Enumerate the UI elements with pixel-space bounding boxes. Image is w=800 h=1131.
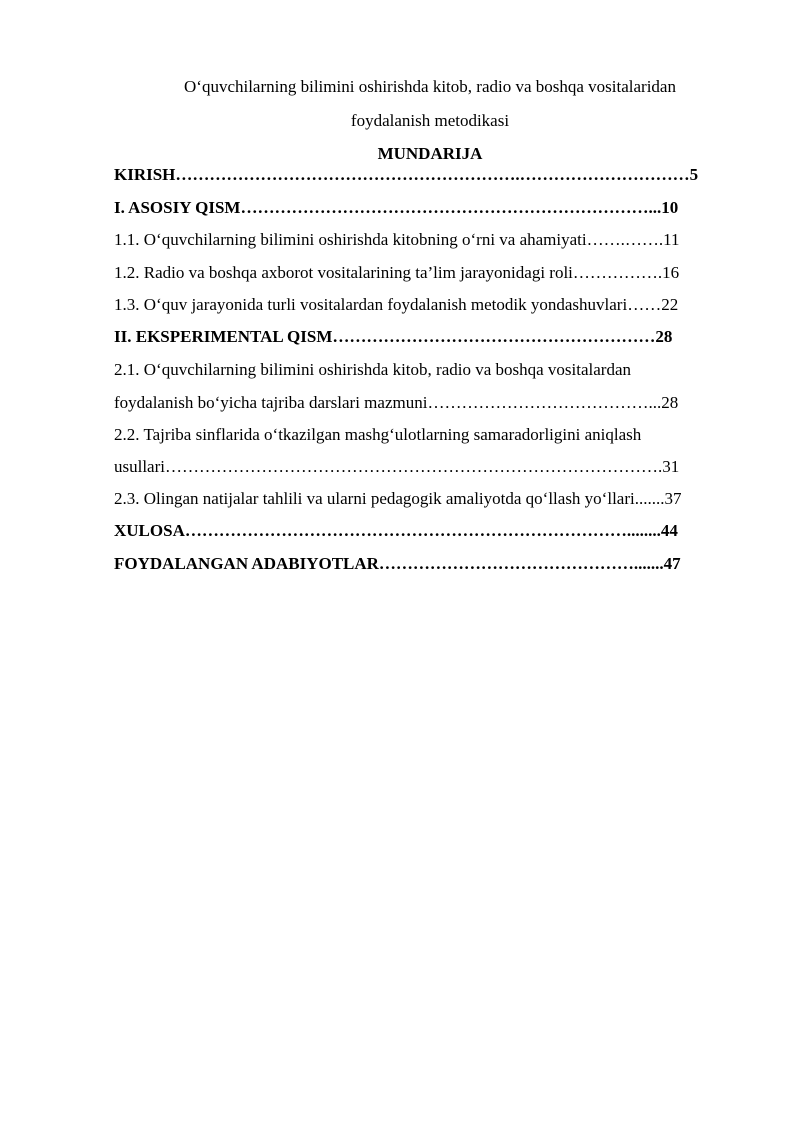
toc-heading: MUNDARIJA [377,144,483,163]
toc-entry-1-1: 1.1. O‘quvchilarning bilimini oshirishda kitobning o‘rni va ahamiyati…….…….11 [114,230,680,249]
document-title-line-2: foydalanish metodikasi [350,111,510,130]
toc-entry-2-3: 2.3. Olingan natijalar tahlili va ularni pedagogik amaliyotda qo‘llash yo‘llari.......37 [114,489,682,508]
toc-entry-xulosa: XULOSA……………………………………………………………………........44 [114,521,678,540]
toc-entry-eksperimental-qism: II. EKSPERIMENTAL QISM…………………………………………………28 [114,327,673,346]
toc-entry-adabiyotlar: FOYDALANGAN ADABIYOTLAR……………………………………….......47 [114,554,681,573]
toc-entry-asosiy-qism: I. ASOSIY QISM………………………………………………………………...10 [114,198,679,217]
toc-entry-1-3: 1.3. O‘quv jarayonida turli vositalardan foydalanish metodik yondashuvlari……22 [114,295,679,314]
toc-entry-2-2-line-2: usullari…………………………………………………………………………….31 [114,457,680,476]
toc-entry-kirish: KIRISH…………………………………………………….…………………………5 [114,165,699,184]
document-title-line-1: O‘quvchilarning bilimini oshirishda kitob, radio va boshqa vositalaridan [184,77,676,96]
toc-entry-1-2: 1.2. Radio va boshqa axborot vositalarining ta’lim jarayonidagi roli…………….16 [114,263,680,282]
toc-entry-2-1-line-2: foydalanish bo‘yicha tajriba darslari mazmuni…………………………………...28 [114,393,679,412]
toc-entry-2-2-line-1: 2.2. Tajriba sinflarida o‘tkazilgan mashg‘ulotlarning samaradorligini aniqlash [114,425,642,444]
toc-entry-2-1-line-1: 2.1. O‘quvchilarning bilimini oshirishda kitob, radio va boshqa vositalardan [114,360,631,379]
